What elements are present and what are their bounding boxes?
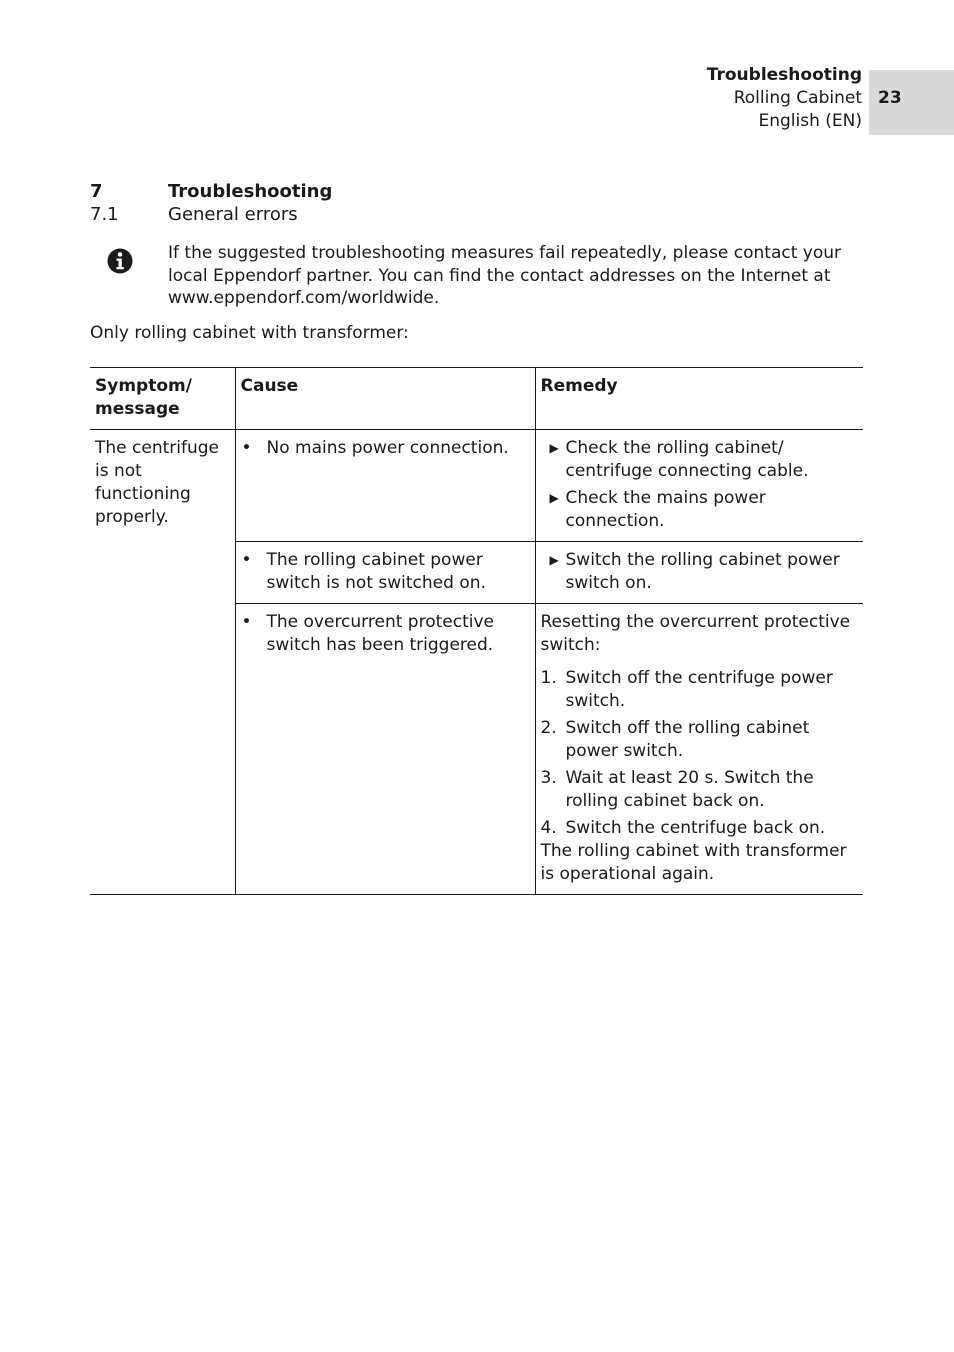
cause-cell: [235, 604, 535, 895]
step-number: 4.: [540, 818, 557, 838]
chapter-title: Troubleshooting: [168, 181, 333, 202]
table-header-row: [90, 368, 863, 430]
intro-text: Only rolling cabinet with transformer:: [90, 323, 409, 343]
chapter-heading: [90, 180, 332, 226]
table-row: [90, 430, 863, 542]
step-number: 1.: [540, 668, 557, 688]
remedy-cell: [535, 542, 863, 604]
header-symptom: Symptom/ message: [90, 368, 235, 430]
step-text: Switch the centrifuge back on.: [565, 818, 826, 838]
header-section: Troubleshooting: [706, 65, 862, 85]
info-note-text: If the suggested troubleshooting measures fail repeatedly, please contact your local Eppendorf partner. You can find the contact addresses on the Internet at www.eppendorf.com/worldwide.: [168, 243, 842, 308]
header-language: English (EN): [758, 111, 862, 131]
remedy-cell: [535, 430, 863, 542]
troubleshooting-table: [90, 367, 863, 895]
remedy-intro: Resetting the overcurrent protective switch:: [540, 612, 851, 655]
bullet-marker: •: [241, 438, 252, 458]
remedy-step: Check the rolling cabinet/ centrifuge connecting cable.: [565, 438, 809, 481]
cause-cell: [235, 430, 535, 542]
running-header: [707, 64, 862, 133]
step-number: 3.: [540, 768, 557, 788]
remedy-step: Switch the rolling cabinet power switch on.: [565, 550, 840, 593]
remedy-result: The rolling cabinet with transformer is operational again.: [540, 841, 847, 884]
page-number: 23: [878, 88, 902, 108]
step-number: 2.: [540, 718, 557, 738]
step-text: Wait at least 20 s. Switch the rolling cabinet back on.: [565, 768, 814, 811]
cause-text: The overcurrent protective switch has been triggered.: [266, 612, 494, 655]
section-number: 7.1: [90, 204, 119, 225]
header-remedy: Remedy: [535, 368, 863, 430]
bullet-marker: •: [241, 612, 252, 632]
step-text: Switch off the centrifuge power switch.: [565, 668, 833, 711]
header-cause: Cause: [235, 368, 535, 430]
remedy-cell: [535, 604, 863, 895]
remedy-step: Check the mains power connection.: [565, 488, 766, 531]
arrow-right-icon: ▶: [549, 441, 559, 455]
chapter-number: 7: [90, 181, 103, 202]
arrow-right-icon: ▶: [549, 491, 559, 505]
cause-text: No mains power connection.: [266, 438, 509, 458]
arrow-right-icon: ▶: [549, 553, 559, 567]
symptom-cell: The centrifuge is not functioning properly.: [90, 430, 235, 895]
step-text: Switch off the rolling cabinet power switch.: [565, 718, 810, 761]
cause-text: The rolling cabinet power switch is not switched on.: [266, 550, 486, 593]
header-product: Rolling Cabinet: [733, 88, 862, 108]
info-icon: [107, 248, 133, 274]
bullet-marker: •: [241, 550, 252, 570]
page-tab: [869, 70, 954, 135]
section-title: General errors: [168, 204, 298, 225]
cause-cell: [235, 542, 535, 604]
